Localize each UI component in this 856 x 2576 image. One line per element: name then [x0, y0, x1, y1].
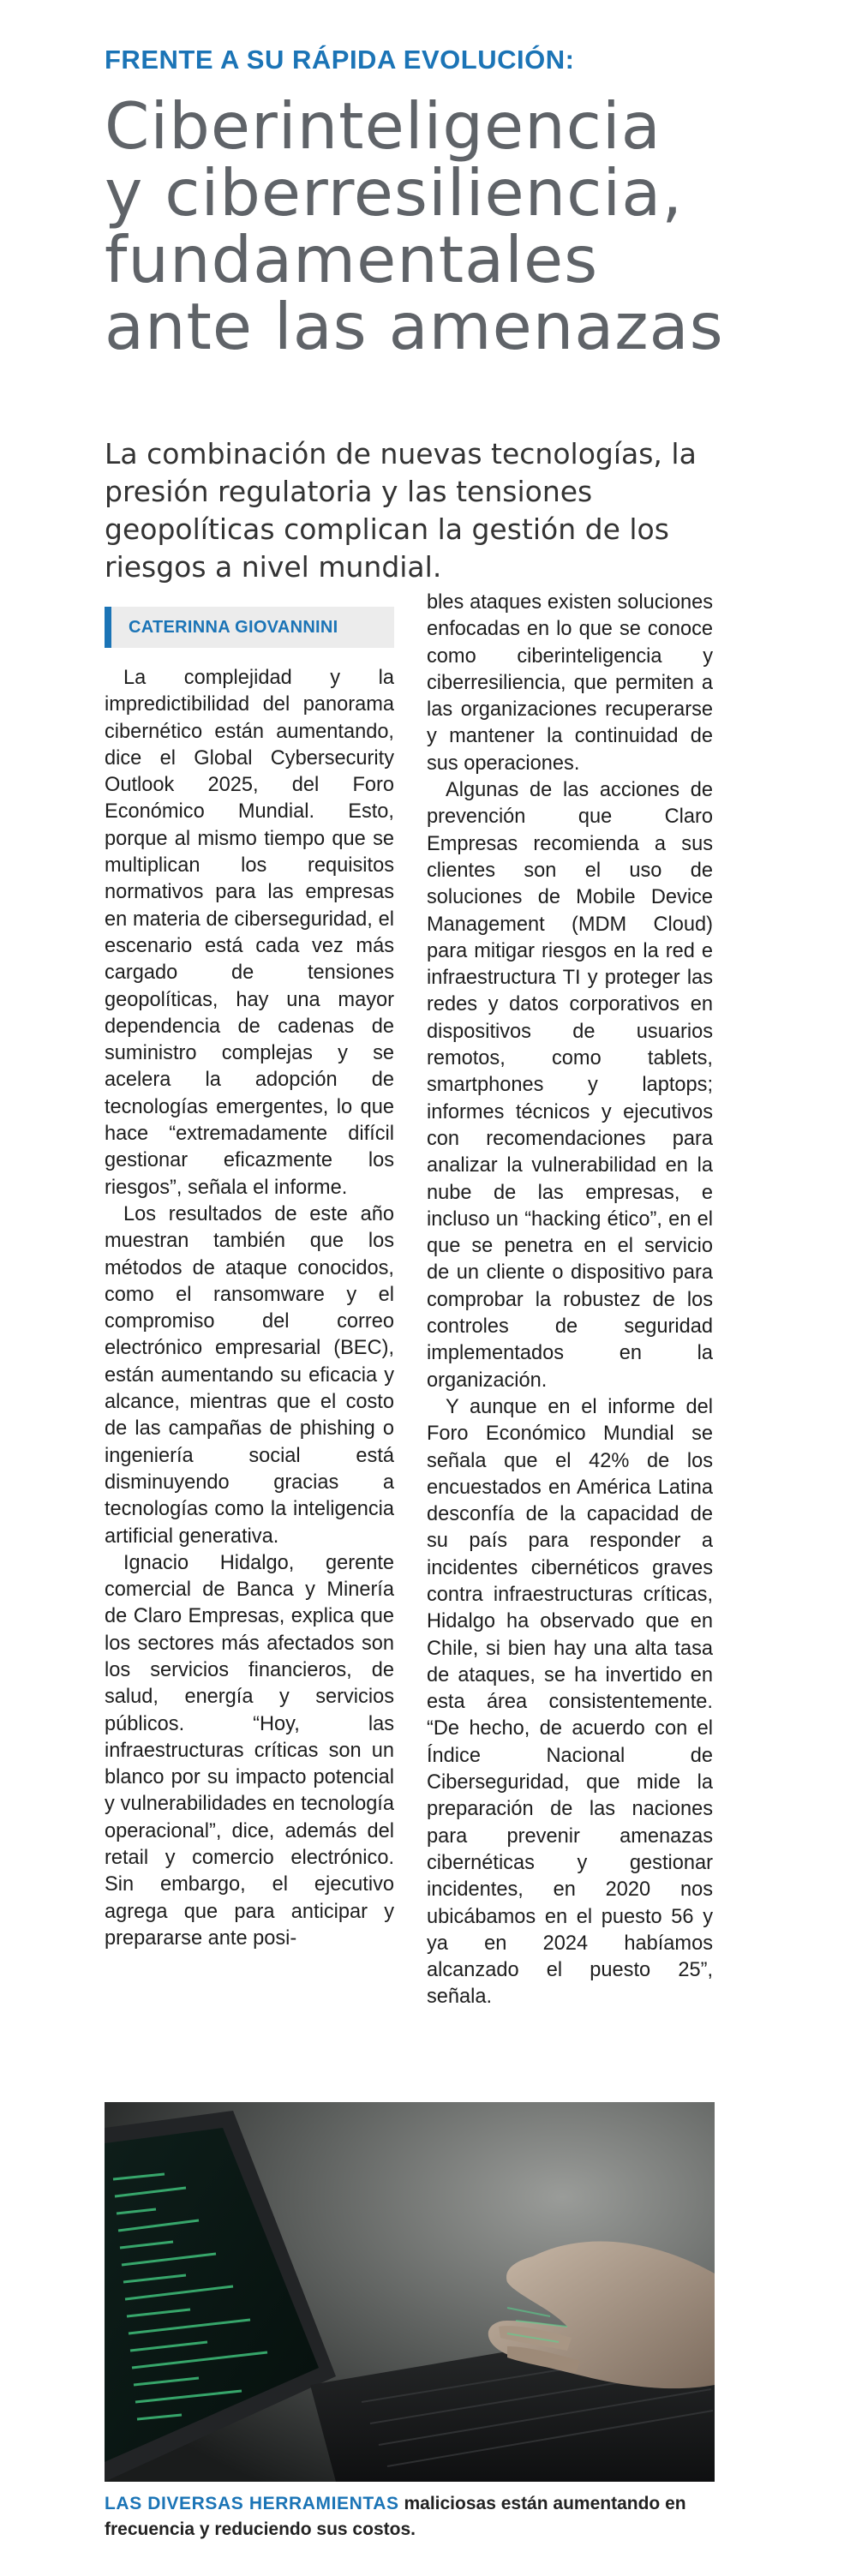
paragraph: Ignacio Hidalgo, gerente comercial de Banca y Minería de Claro Empresas, explica que los sectores más afectados son los servicios financieros, de salud, energía y servicios públicos. “Hoy, las infraestructuras críticas son un blanco por su impacto potencial y vulnerabilidades en tecnología operacional”, dice, además del retail y comercio electrónico. Sin embargo, el ejecutivo agrega que para anticipar y prepararse ante posi-: [105, 1551, 394, 1950]
headline-line: Ciberinteligencia: [105, 88, 661, 164]
laptop-hands-illustration: [105, 2102, 715, 2482]
paragraph: Algunas de las acciones de prevención que Claro Empresas recomienda a sus clientes son el uso de soluciones de Mobile Device Management (MDM Cloud) para mitigar riesgos en la red e infraestructura TI y proteger las redes y datos corporativos en dispositivos de usuarios remotos, como tablets, smartphones y laptops; informes técnicos y ejecutivos con recomendaciones para analizar la vulnerabilidad en la nube de las empresas, e incluso un “hacking ético”, en el que se penetra en el servicio de un cliente o dispositivo para comprobar la robustez de los controles de seguridad implementados en la organización.: [427, 779, 713, 1392]
paragraph: Los resultados de este año muestran también que los métodos de ataque conocidos, como el ransomware y el compromiso del correo electrónico empresarial (BEC), están aumentando su eficacia y alcance, mientras que el costo de las campañas de phishing o ingeniería social está disminuyendo gracias a tecnologías como la inteligencia artificial generativa.: [105, 1202, 394, 1548]
article-kicker: FRENTE A SU RÁPIDA EVOLUCIÓN:: [105, 45, 575, 75]
paragraph: bles ataques existen soluciones enfocadas en lo que se conoce como ciberinteligencia y ciberresiliencia, que permiten a las organizaciones recuperarse y mantener la continuidad de sus operaciones.: [427, 591, 713, 775]
article-column-2: [427, 590, 713, 2011]
caption-text: maliciosas están aumentando en frecuencia y reduciendo sus costos.: [105, 2494, 686, 2539]
author-byline: [105, 607, 394, 648]
headline-line: fundamentales: [105, 222, 599, 297]
paragraph: La complejidad y la impredictibilidad del panorama cibernético están aumentando, dice el Global Cybersecurity Outlook 2025, del Foro Económico Mundial. Esto, porque al mismo tiempo que se multiplican los requisitos normativos para las empresas en materia de ciberseguridad, el escenario está cada vez más cargado de tensiones geopolíticas, hay una mayor dependencia de cadenas de suministro complejas y se acelera la adopción de tecnologías emergentes, lo que hace “extremadamente difícil gestionar eficazmente los riesgos”, señala el informe.: [105, 667, 394, 1199]
article-photo: [105, 2102, 715, 2482]
photo-caption: [105, 2491, 715, 2543]
article-column-1: [105, 665, 394, 1952]
headline-line: y ciberresiliencia,: [105, 155, 684, 231]
headline-line: ante las amenazas: [105, 289, 724, 364]
caption-lead: LAS DIVERSAS HERRAMIENTAS: [105, 2494, 399, 2513]
paragraph: Y aunque en el informe del Foro Económico Mundial se señala que el 42% de los encuestados en América Latina desconfía de la capacidad de su país para responder a incidentes cibernéticos graves contra infraestructuras críticas, Hidalgo ha observado que en Chile, si bien hay una alta tasa de ataques, se ha invertido en esta área consistentemente. “De hecho, de acuerdo con el Índice Nacional de Ciberseguridad, que mide la preparación de las naciones para prevenir amenazas cibernéticas y gestionar incidentes, en 2020 nos ubicábamos en el puesto 56 y ya en 2024 habíamos alcanzado el puesto 25”, señala.: [427, 1395, 713, 2009]
article-subhead: La combinación de nuevas tecnologías, la presión regulatoria y las tensiones geopolíticas complican la gestión de los riesgos a nivel mundial.: [105, 437, 697, 584]
author-name: CATERINNA GIOVANNINI: [129, 618, 338, 637]
article-headline: [105, 88, 807, 364]
